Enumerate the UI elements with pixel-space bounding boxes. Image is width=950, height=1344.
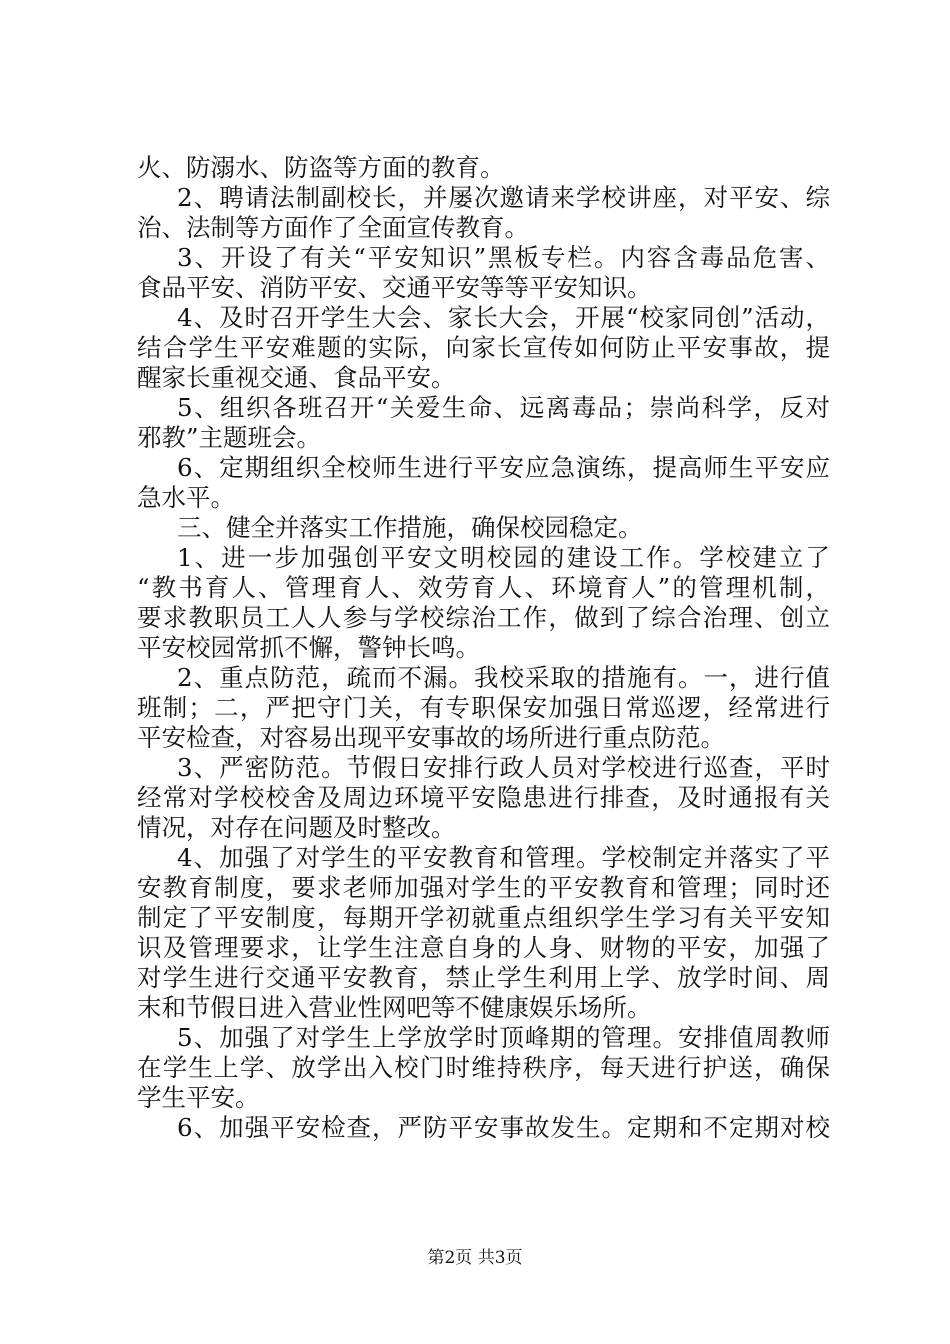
text-line: “教书育人、管理育人、效劳育人、环境育人”的管理机制， <box>137 573 830 602</box>
text-line: 情况，对存在问题及时整改。 <box>137 813 456 842</box>
text-line: 平安检查，对容易出现平安事故的场所进行重点防范。 <box>137 723 725 752</box>
text-line: 6、加强平安检查，严防平安事故发生。定期和不定期对校 <box>177 1113 830 1142</box>
text-line: 3、开设了有关“平安知识”黑板专栏。内容含毒品危害、 <box>177 243 830 272</box>
text-line: 平安校园常抓不懈，警钟长鸣。 <box>137 633 480 662</box>
text-line: 3、严密防范。节假日安排行政人员对学校进行巡查，平时 <box>177 753 830 782</box>
text-line: 三、健全并落实工作措施，确保校园稳定。 <box>177 513 643 542</box>
text-line: 结合学生平安难题的实际，向家长宣传如何防止平安事故，提 <box>137 333 830 362</box>
text-line: 醒家长重视交通、食品平安。 <box>137 363 456 392</box>
text-line: 4、加强了对学生的平安教育和管理。学校制定并落实了平 <box>177 843 830 872</box>
page-footer: 第2页 共3页 <box>427 1248 523 1268</box>
text-line: 对学生进行交通平安教育，禁止学生利用上学、放学时间、周 <box>137 963 830 992</box>
text-line: 末和节假日进入营业性网吧等不健康娱乐场所。 <box>137 993 652 1022</box>
text-line: 在学生上学、放学出入校门时维持秩序，每天进行护送，确保 <box>137 1053 830 1082</box>
text-line: 食品平安、消防平安、交通平安等等平安知识。 <box>137 273 652 302</box>
text-line: 识及管理要求，让学生注意自身的人身、财物的平安，加强了 <box>137 933 830 962</box>
text-line: 安教育制度，要求老师加强对学生的平安教育和管理；同时还 <box>137 873 830 902</box>
text-line: 学生平安。 <box>137 1083 260 1112</box>
text-line: 5、组织各班召开“关爱生命、远离毒品；崇尚科学，反对 <box>177 393 830 422</box>
text-line: 5、加强了对学生上学放学时顶峰期的管理。安排值周教师 <box>177 1023 830 1052</box>
text-line: 火、防溺水、防盗等方面的教育。 <box>137 153 505 182</box>
text-line: 制定了平安制度，每期开学初就重点组织学生学习有关平安知 <box>137 903 830 932</box>
text-line: 班制；二，严把守门关，有专职保安加强日常巡逻，经常进行 <box>137 693 830 722</box>
text-line: 2、重点防范，疏而不漏。我校采取的措施有。一，进行值 <box>177 663 830 692</box>
text-line: 6、定期组织全校师生进行平安应急演练，提高师生平安应 <box>177 453 830 482</box>
text-line: 1、进一步加强创平安文明校园的建设工作。学校建立了 <box>177 543 830 572</box>
text-line: 4、及时召开学生大会、家长大会，开展“校家同创”活动， <box>177 303 830 332</box>
text-line: 经常对学校校舍及周边环境平安隐患进行排查，及时通报有关 <box>137 783 830 812</box>
text-line: 要求教职员工人人参与学校综治工作，做到了综合治理、创立 <box>137 603 830 632</box>
text-line: 邪教”主题班会。 <box>137 423 322 452</box>
document-body <box>137 153 830 1143</box>
text-line: 治、法制等方面作了全面宣传教育。 <box>137 213 529 242</box>
text-line: 2、聘请法制副校长，并屡次邀请来学校讲座，对平安、综 <box>177 183 830 212</box>
text-line: 急水平。 <box>137 483 235 512</box>
